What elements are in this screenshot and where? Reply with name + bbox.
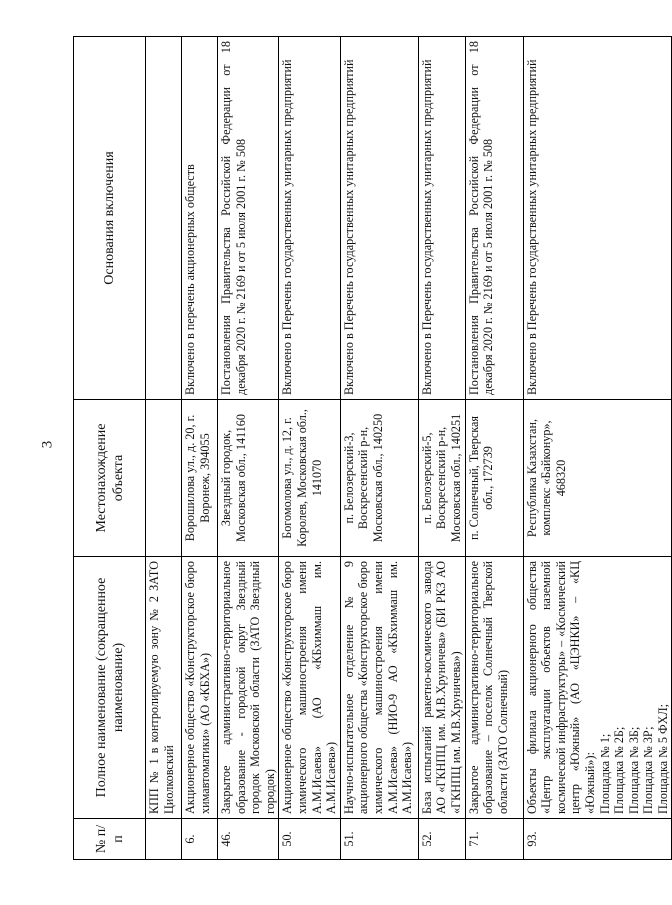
- row-basis: Включено в Перечень государственных унитарных предприятий: [523, 37, 672, 400]
- list-item: Площадка № 5 ФХЛ;: [655, 703, 670, 814]
- row-location: Ворошилова ул., д. 20, г. Воронеж, 394055: [182, 400, 218, 557]
- row-num: 51.: [340, 819, 418, 860]
- row-num: 93.: [523, 819, 672, 860]
- group-row: [146, 37, 182, 860]
- row-location: Республика Казахстан, комплекс «Байконур», 468320: [523, 400, 672, 557]
- table-row: [340, 37, 418, 860]
- row-location: п. Белозерский-5, Воскресенский р-н, Московская обл., 140251: [418, 400, 465, 557]
- site-list: [598, 561, 671, 814]
- row-name: Акционерное общество «Конструкторское бюро химавтоматики» (АО «КБХА»): [182, 557, 218, 819]
- row-basis: Включено в Перечень государственных унитарных предприятий: [418, 37, 465, 400]
- row-location: п. Белозерский-3, Воскресенский р-н, Московская обл., 140250: [340, 400, 418, 557]
- row-location: Богомолова ул., д. 12, г. Королев, Московская обл., 141070: [279, 400, 340, 557]
- row-basis: Постановления Правительства Российской Федерации от 18 декабря 2020 г. № 2169 и от 5 июля 2001 г. № 508: [465, 37, 523, 400]
- row-location: Звездный городок, Московская обл., 141160: [218, 400, 279, 557]
- row-location: п. Солнечный, Тверская обл., 172739: [465, 400, 523, 557]
- row-name: Акционерное общество «Конструкторское бюро химического машиностроения имени А.М.Исаева» (АО «КБхиммаш им. А.М.Исаева»): [279, 557, 340, 819]
- row-name-cell: [523, 557, 672, 819]
- table-row: [182, 37, 218, 860]
- header-num: № п/п: [74, 819, 146, 860]
- header-location: Местонахождение объекта: [74, 400, 146, 557]
- row-num: 52.: [418, 819, 465, 860]
- row-name: Закрытое административно-территориальное образование - городской округ Звездный городок Московской области (ЗАТО Звездный городок): [218, 557, 279, 819]
- list-item: Площадка № 3Р;: [641, 726, 656, 814]
- row-num: 6.: [182, 819, 218, 860]
- page-number: 3: [39, 440, 56, 449]
- row-num: 50.: [279, 819, 340, 860]
- table-row: [465, 37, 523, 860]
- row-num: 71.: [465, 819, 523, 860]
- row-basis: Включено в Перечень государственных унитарных предприятий: [279, 37, 340, 400]
- table-row: [218, 37, 279, 860]
- row-basis: Включено в Перечень государственных унитарных предприятий: [340, 37, 418, 400]
- row-num: 46.: [218, 819, 279, 860]
- row-name: Научно-испытательное отделение № 9 акционерного общества «Конструкторское бюро химического машиностроения имени А.М.Исаева» (НИО-9 АО «КБхиммаш им. А.М.Исаева»): [340, 557, 418, 819]
- row-name: Объекты филиала акционерного общества «Центр эксплуатации объектов наземной космической инфраструктуры» – «Космический центр «Южный» (АО «ЦЭНКИ» – «КЦ «Южный»):: [524, 561, 597, 814]
- table-header-row: [74, 37, 146, 860]
- rotated-table-wrapper: [73, 37, 670, 860]
- list-item: Площадка № 3Б;: [626, 726, 641, 814]
- row-basis: Постановления Правительства Российской Федерации от 18 декабря 2020 г. № 2169 и от 5 июля 2001 г. № 508: [218, 37, 279, 400]
- table-row: [279, 37, 340, 860]
- header-name: Полное наименование (сокращенное наименование): [74, 557, 146, 819]
- row-name: Закрытое административно-территориальное образование – поселок Солнечный Тверской области (ЗАТО Солнечный): [465, 557, 523, 819]
- objects-table: [73, 36, 672, 860]
- group-row-text: КПП № 1 в контролируемую зону № 2 ЗАТО Циолковский: [146, 557, 182, 819]
- row-basis: Включено в перечень акционерных обществ: [182, 37, 218, 400]
- table-row: [418, 37, 465, 860]
- table-row: [523, 37, 672, 860]
- list-item: Площадка № 1;: [597, 733, 612, 814]
- header-basis: Основания включения: [74, 37, 146, 400]
- list-item: Площадка № 2Б;: [612, 726, 627, 814]
- row-name: База испытаний ракетно-космического завода АО «ГКНПЦ им. М.В.Хруничева» (БИ РКЗ АО «ГКНПЦ им. М.В.Хруничева»): [418, 557, 465, 819]
